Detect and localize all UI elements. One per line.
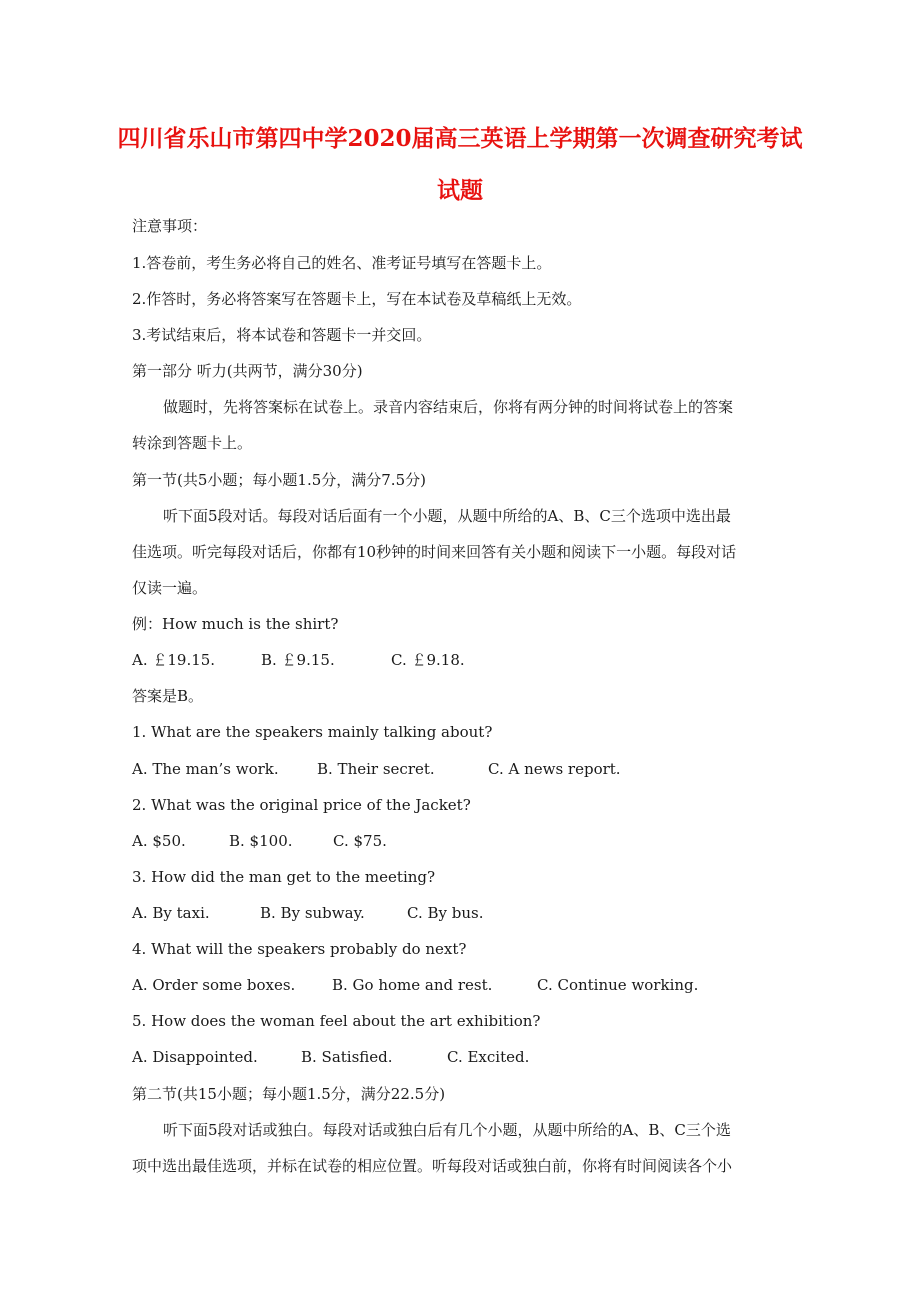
- question-5-option-c: C. Excited.: [447, 1048, 530, 1066]
- section1-instruction-line-1: 听下面5段对话。每段对话后面有一个小题，从题中所给的A、B、C三个选项中选出最: [163, 507, 731, 525]
- question-4: 4. What will the speakers probably do next?: [132, 940, 467, 958]
- notice-item-3: 3.考试结束后，将本试卷和答题卡一并交回。: [132, 326, 432, 344]
- section2-heading: 第二节(共15小题；每小题1.5分，满分22.5分): [132, 1085, 446, 1103]
- question-4-option-c: C. Continue working.: [537, 976, 699, 994]
- section2-instruction-line-2: 项中选出最佳选项，并标在试卷的相应位置。听每段对话或独白前，你将有时间阅读各个小: [132, 1157, 733, 1175]
- question-4-option-a: A. Order some boxes.: [132, 976, 296, 994]
- section2-instruction-line-1: 听下面5段对话或独白。每段对话或独白后有几个小题，从题中所给的A、B、C三个选: [163, 1121, 731, 1139]
- notice-heading: 注意事项：: [132, 217, 208, 235]
- question-3-option-a: A. By taxi.: [132, 904, 210, 922]
- question-4-option-b: B. Go home and rest.: [332, 976, 493, 994]
- part1-heading: 第一部分 听力(共两节，满分30分): [132, 362, 363, 380]
- question-3-options: [132, 903, 483, 923]
- question-3-option-b: B. By subway.: [260, 904, 365, 922]
- section1-instruction-line-3: 仅读一遍。: [132, 579, 208, 597]
- question-3: 3. How did the man get to the meeting?: [132, 868, 436, 886]
- question-2-option-a: A. $50.: [132, 832, 186, 850]
- title-line-2: 试题: [437, 177, 483, 204]
- question-4-options: [132, 975, 698, 995]
- question-1-option-b: B. Their secret.: [317, 760, 435, 778]
- question-1-option-a: A. The man’s work.: [132, 760, 279, 778]
- notice-item-2: 2.作答时，务必将答案写在答题卡上，写在本试卷及草稿纸上无效。: [132, 290, 582, 308]
- question-2-option-c: C. $75.: [333, 832, 387, 850]
- question-1-option-c: C. A news report.: [488, 760, 621, 778]
- question-2-options: [132, 831, 387, 851]
- question-3-option-c: C. By bus.: [407, 904, 484, 922]
- question-5-option-a: A. Disappointed.: [132, 1048, 258, 1066]
- example-option-b: B. ￡9.15.: [261, 651, 335, 669]
- title-line-1: 四川省乐山市第四中学2020届高三英语上学期第一次调查研究考试: [117, 125, 803, 152]
- example-option-c: C. ￡9.18.: [391, 651, 465, 669]
- example-options: [132, 650, 465, 670]
- notice-item-1: 1.答卷前，考生务必将自己的姓名、准考证号填写在答题卡上。: [132, 254, 552, 272]
- question-2-option-b: B. $100.: [229, 832, 293, 850]
- question-1-options: [132, 759, 621, 779]
- question-5-options: [132, 1047, 529, 1067]
- question-5-option-b: B. Satisfied.: [301, 1048, 393, 1066]
- question-1: 1. What are the speakers mainly talking about?: [132, 723, 493, 741]
- question-2: 2. What was the original price of the Jacket?: [132, 796, 471, 814]
- example-option-a: A. ￡19.15.: [132, 651, 216, 669]
- part1-instruction-line-2: 转涂到答题卡上。: [132, 434, 253, 452]
- section1-heading: 第一节(共5小题；每小题1.5分，满分7.5分): [132, 471, 426, 489]
- example-answer: 答案是B。: [132, 687, 204, 705]
- part1-instruction-line-1: 做题时，先将答案标在试卷上。录音内容结束后，你将有两分钟的时间将试卷上的答案: [163, 398, 734, 416]
- section1-instruction-line-2: 佳选项。听完每段对话后，你都有10秒钟的时间来回答有关小题和阅读下一小题。每段对话: [132, 543, 737, 561]
- example-question: 例：How much is the shirt?: [132, 615, 339, 633]
- question-5: 5. How does the woman feel about the art exhibition?: [132, 1012, 541, 1030]
